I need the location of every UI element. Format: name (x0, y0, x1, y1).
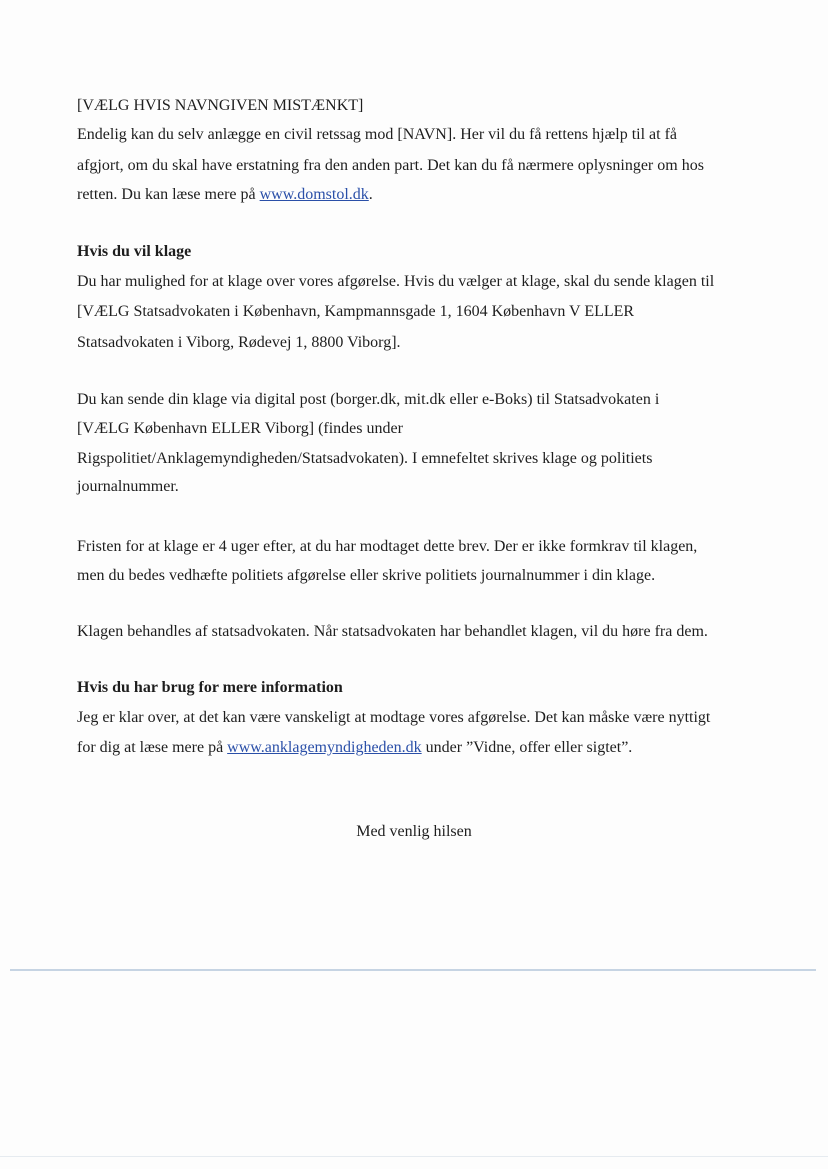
digital-post-line-3: Rigspolitiet/Anklagemyndigheden/Statsadvokaten). I emnefeltet skrives klage og politiets (77, 450, 653, 467)
complaint-line-2: [VÆLG Statsadvokaten i København, Kampmannsgade 1, 1604 København V ELLER (77, 303, 635, 320)
civil-case-line-2: afgjort, om du skal have erstatning fra den anden part. Det kan du få nærmere oplysninger om hos (77, 157, 704, 174)
complaint-heading: Hvis du vil klage (77, 243, 192, 260)
digital-post-line-1: Du kan sende din klage via digital post (borger.dk, mit.dk eller e-Boks) til Statsadvokaten i (77, 391, 660, 408)
processing-line-1: Klagen behandles af statsadvokaten. Når statsadvokaten har behandlet klagen, vil du høre fra dem. (77, 623, 708, 640)
digital-post-line-2: [VÆLG København ELLER Viborg] (findes under (77, 420, 403, 437)
info-line-2-prefix: for dig at læse mere på (77, 739, 228, 756)
civil-case-line-3-prefix: retten. Du kan læse mere på (77, 186, 260, 203)
deadline-line-1: Fristen for at klage er 4 uger efter, at du har modtaget dette brev. Der er ikke formkrav til klagen, (77, 538, 698, 555)
footer-divider (10, 969, 816, 971)
info-line-1: Jeg er klar over, at det kan være vanskeligt at modtage vores afgørelse. Det kan måske være nyttigt (77, 709, 711, 726)
civil-case-line-3 (77, 180, 767, 209)
info-heading: Hvis du har brug for mere information (77, 679, 343, 696)
civil-case-line-1: Endelig kan du selv anlægge en civil retssag mod [NAVN]. Her vil du få rettens hjælp til at få (77, 126, 678, 143)
complaint-line-1: Du har mulighed for at klage over vores afgørelse. Hvis du vælger at klage, skal du sende klagen til (77, 273, 715, 290)
closing-greeting: Med venlig hilsen (356, 823, 472, 840)
civil-case-line-3-suffix: . (368, 186, 373, 203)
info-line-2 (77, 733, 767, 762)
page-bottom-edge (0, 1156, 828, 1157)
deadline-line-2: men du bedes vedhæfte politiets afgørelse eller skrive politiets journalnummer i din klage. (77, 567, 656, 584)
digital-post-line-4: journalnummer. (77, 478, 179, 495)
domstol-link[interactable]: www.domstol.dk (259, 186, 369, 203)
info-line-2-suffix: under ”Vidne, offer eller sigtet”. (421, 739, 633, 756)
complaint-line-3: Statsadvokaten i Viborg, Rødevej 1, 8800 Viborg]. (77, 334, 401, 351)
anklagemyndigheden-link[interactable]: www.anklagemyndigheden.dk (227, 739, 422, 756)
choose-suspect-label: [VÆLG HVIS NAVNGIVEN MISTÆNKT] (77, 97, 364, 114)
